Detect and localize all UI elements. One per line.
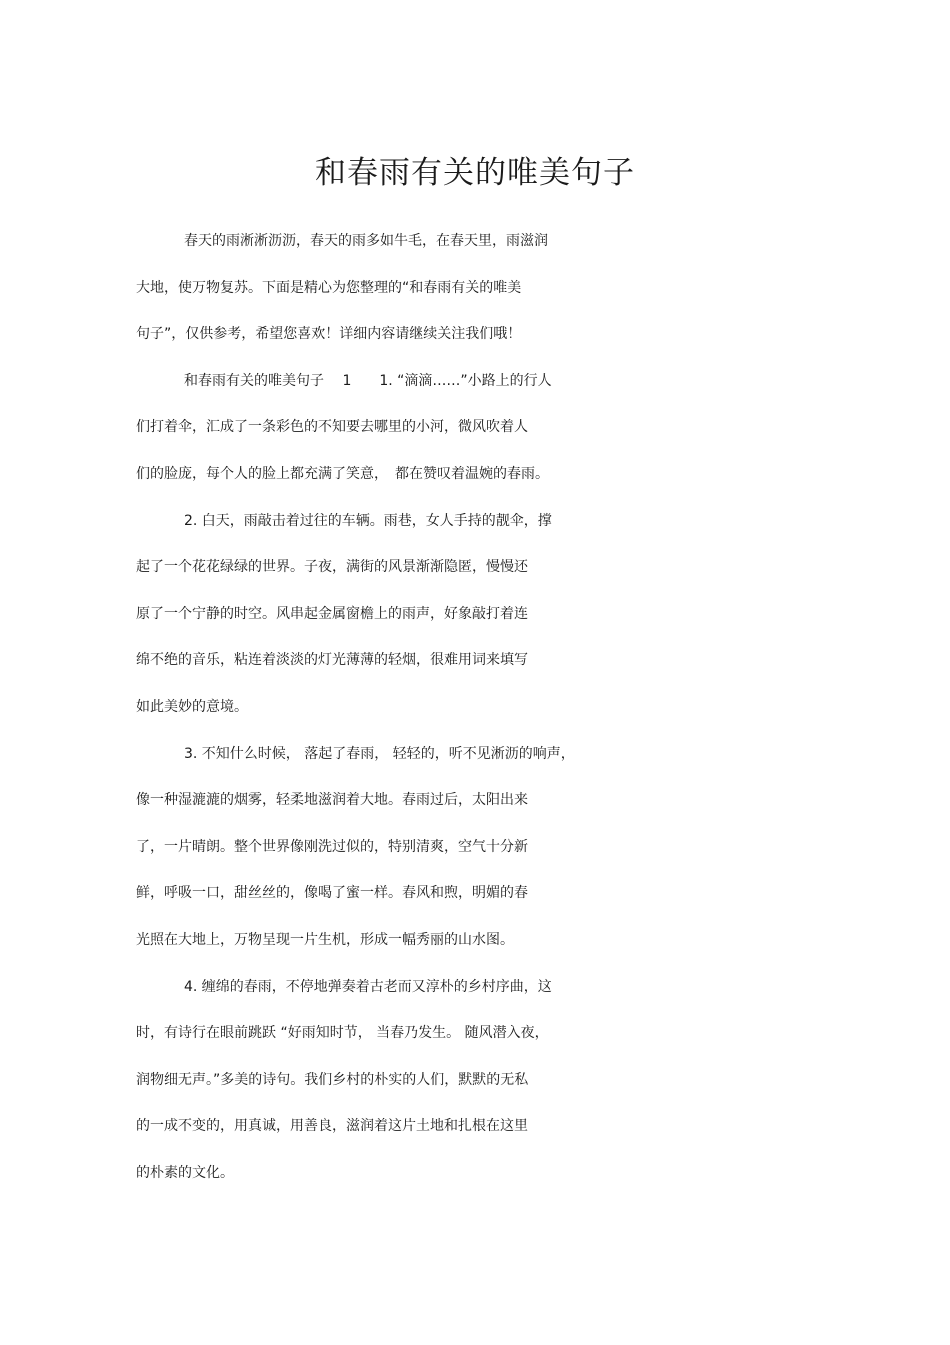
- text-line: 们的脸庞，每个人的脸上都充满了笑意， 都在赞叹着温婉的春雨。: [136, 465, 549, 482]
- text-line: 像一种湿漉漉的烟雾，轻柔地滋润着大地。春雨过后，太阳出来: [136, 792, 528, 809]
- text-line: 春天的雨淅淅沥沥，春天的雨多如牛毛，在春天里，雨滋润: [184, 233, 548, 249]
- text-line: 时，有诗行在眼前跳跃 “好雨知时节， 当春乃发生。 随风潜入夜，: [136, 1025, 549, 1042]
- text-line: 的一成不变的，用真诚，用善良，滋润着这片土地和扎根在这里: [136, 1118, 528, 1135]
- text-line: 如此美妙的意境。: [136, 698, 248, 715]
- text-line: 4. 缠绵的春雨，不停地弹奏着古老而又淳朴的乡村序曲，这: [184, 978, 552, 995]
- document-title: 和春雨有关的唯美句子: [315, 155, 635, 191]
- text-line: 3. 不知什么时候， 落起了春雨， 轻轻的，听不见淅沥的响声，: [184, 745, 575, 762]
- text-line: 的朴素的文化。: [136, 1164, 234, 1181]
- document-body: [136, 218, 816, 1196]
- text-line: 鲜，呼吸一口，甜丝丝的，像喝了蜜一样。春风和煦，明媚的春: [136, 885, 528, 902]
- text-line: 和春雨有关的唯美句子 1 1. “滴滴……”小路上的行人: [184, 372, 552, 389]
- text-line: 了，一片晴朗。整个世界像刚洗过似的，特别清爽，空气十分新: [136, 838, 528, 855]
- text-line: 润物细无声。”多美的诗句。我们乡村的朴实的人们，默默的无私: [136, 1071, 529, 1088]
- text-line: 句子”，仅供参考，希望您喜欢！详细内容请继续关注我们哦！: [136, 326, 522, 343]
- text-line: 起了一个花花绿绿的世界。子夜，满街的风景渐渐隐匿，慢慢还: [136, 559, 528, 576]
- text-line: 们打着伞，汇成了一条彩色的不知要去哪里的小河，微风吹着人: [136, 419, 528, 436]
- text-line: 原了一个宁静的时空。风串起金属窗檐上的雨声，好象敲打着连: [136, 605, 528, 622]
- text-line: 光照在大地上，万物呈现一片生机，形成一幅秀丽的山水图。: [136, 931, 514, 948]
- text-line: 绵不绝的音乐，粘连着淡淡的灯光薄薄的轻烟，很难用词来填写: [136, 652, 528, 669]
- text-line: 2. 白天，雨敲击着过往的车辆。雨巷，女人手持的靓伞，撑: [184, 512, 552, 529]
- text-line: 大地，使万物复苏。下面是精心为您整理的“和春雨有关的唯美: [136, 279, 522, 296]
